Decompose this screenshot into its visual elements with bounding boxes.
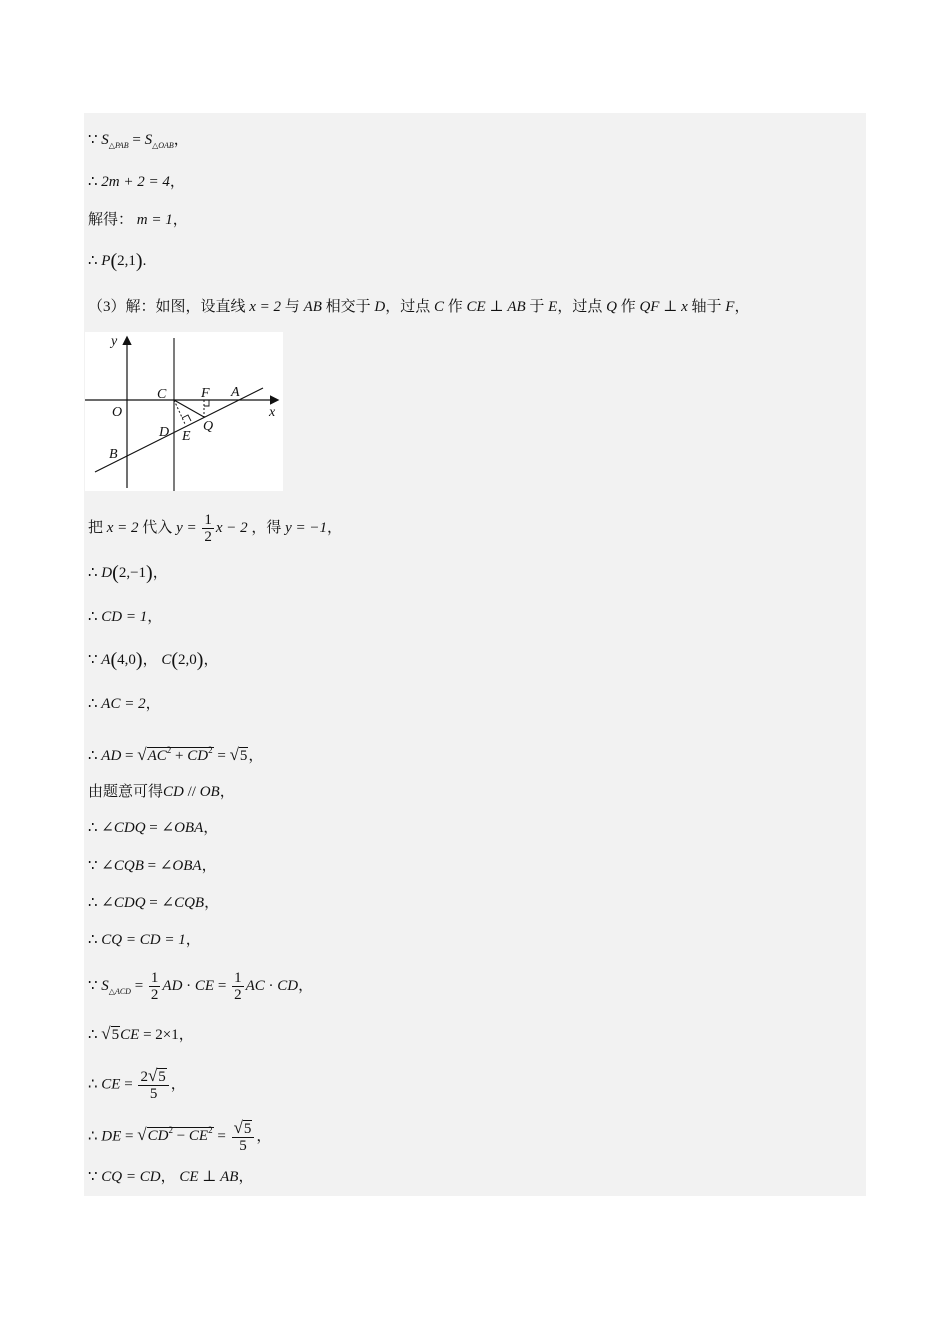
coordinate-figure (85, 332, 283, 491)
label-f: F (201, 386, 210, 401)
line-points-ac: ∵ A(4,0)， C(2,0)， (88, 649, 219, 671)
label-x: x (269, 405, 276, 420)
line-cd: ∴ CD = 1， (88, 609, 163, 625)
sqrt-5: √5 (229, 745, 248, 764)
line-angle-3: ∴ ∠CDQ = ∠CQB， (88, 895, 220, 911)
line-cq-cd-perp: ∵ CQ = CD， CE ⊥ AB， (88, 1169, 254, 1185)
line-ce-value: ∴ CE = $\frac{2√5}{5}$ ， (88, 1066, 186, 1102)
sqrt-ac-cd: $√AC^2 + CD^2$ (137, 745, 213, 764)
line-root5-ce: ∴ √5CE = 2×1， (88, 1024, 194, 1043)
line-cq: ∴ CQ = CD = 1， (88, 932, 201, 948)
line-point-d: ∴ D(2,−1)， (88, 562, 168, 584)
fraction-half: $\frac{1}{2}$ (204, 512, 212, 545)
line-ad: ∴ AD = $√AC^2 + CD^2 = √5$， (88, 740, 263, 766)
line-equation-m: ∴ 2m + 2 = 4， (88, 174, 185, 190)
line-de-value: ∴ DE = $√CD^2 - CE^2$ = $\frac{√5}{5}$ ， (88, 1118, 272, 1154)
line-ac: ∴ AC = 2， (88, 696, 161, 712)
label-y: y (111, 334, 118, 349)
right-angle-e (182, 415, 191, 421)
line-ab (95, 388, 263, 472)
label-a: A (231, 385, 240, 400)
line-substitute: 把 x = 2 代入 y = $\frac{1}{2}$ x − 2 ，得 y = −1， (88, 512, 343, 545)
line-part3-intro: （3）解：如图，设直线 x = 2 与 AB 相交于 D，过点 C 作 CE ⊥ AB 于 E，过点 Q 作 QF ⊥ x 轴于 F， (88, 299, 750, 315)
label-c: C (157, 387, 167, 402)
label-q: Q (203, 419, 214, 434)
line-area-acd: ∵ $S_{\triangle ACD}$ = $\frac{1}{2}$ AD · CE = $\frac{1}{2}$ AC · CD， (88, 970, 314, 1003)
line-solve-m: 解得： m = 1， (88, 212, 188, 228)
line-parallel: 由题意可得CD // OB， (88, 784, 235, 800)
line-angle-1: ∴ ∠CDQ = ∠OBA， (88, 820, 219, 836)
line-area-equal: ∵ $S_{\triangle PAB} = S_{\triangle OAB}$， (88, 132, 189, 150)
segment-cq (174, 400, 204, 417)
because-symbol: ∵ (88, 132, 98, 148)
therefore-symbol: ∴ (88, 174, 98, 190)
label-d: D (159, 425, 170, 440)
label-o: O (112, 405, 123, 420)
label-e: E (182, 429, 191, 444)
figure-svg (85, 332, 283, 491)
line-angle-2: ∵ ∠CQB = ∠OBA， (88, 858, 217, 874)
label-b: B (109, 447, 118, 462)
line-point-p: ∴ P(2,1). (88, 250, 147, 272)
